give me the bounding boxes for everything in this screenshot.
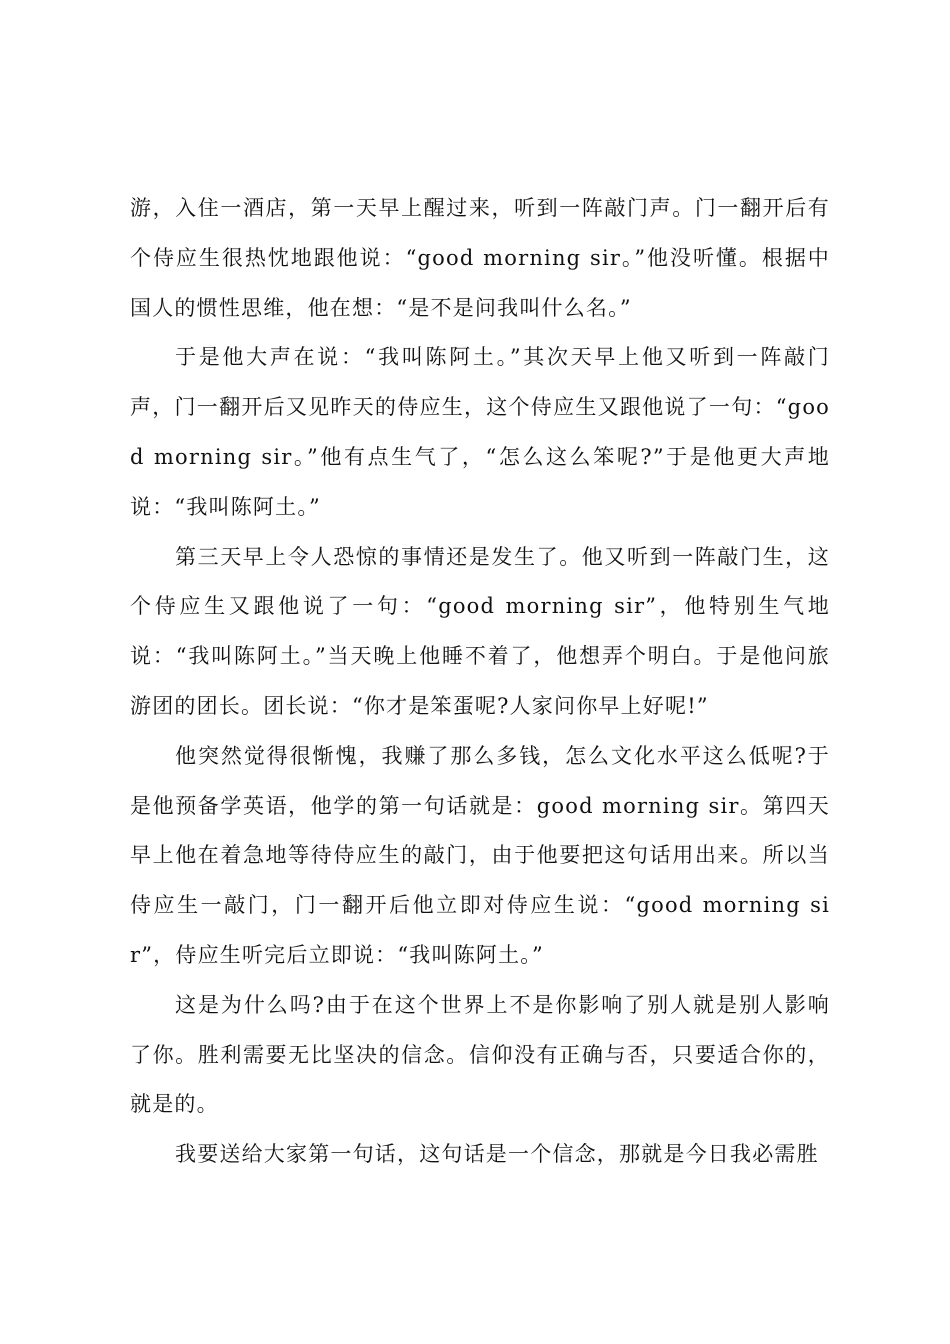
paragraph-3: 第三天早上令人恐惊的事情还是发生了。他又听到一阵敲门生，这个侍应生又跟他说了一句：“good morning sir”，他特别生气地说：“我叫陈阿土。”当天晚上他睡不着了，他想弄个明白。于是他问旅游团的团长。团长说：“你才是笨蛋呢?人家问你早上好呢!”	[130, 544, 830, 718]
paragraph-2: 于是他大声在说：“我叫陈阿土。”其次天早上他又听到一阵敲门声，门一翻开后又见昨天的侍应生，这个侍应生又跟他说了一句：“good morning sir。”他有点生气了，“怎么这么笨呢?”于是他更大声地说：“我叫陈阿土。”	[130, 345, 830, 519]
paragraph-5: 这是为什么吗?由于在这个世界上不是你影响了别人就是别人影响了你。胜利需要无比坚决的信念。信仰没有正确与否，只要适合你的，就是的。	[130, 992, 830, 1117]
document-body	[130, 184, 830, 1180]
paragraph-4: 他突然觉得很惭愧，我赚了那么多钱，怎么文化水平这么低呢?于是他预备学英语，他学的第一句话就是：good morning sir。第四天早上他在着急地等待侍应生的敲门，由于他要把这句话用出来。所以当侍应生一敲门，门一翻开后他立即对侍应生说：“good morning sir”，侍应生听完后立即说：“我叫陈阿土。”	[130, 743, 830, 967]
paragraph-6: 我要送给大家第一句话，这句话是一个信念，那就是今日我必需胜	[175, 1142, 819, 1167]
paragraph-1: 游，入住一酒店，第一天早上醒过来，听到一阵敲门声。门一翻开后有个侍应生很热忱地跟他说：“good morning sir。”他没听懂。根据中国人的惯性思维，他在想：“是不是问我叫什么名。”	[130, 196, 830, 320]
